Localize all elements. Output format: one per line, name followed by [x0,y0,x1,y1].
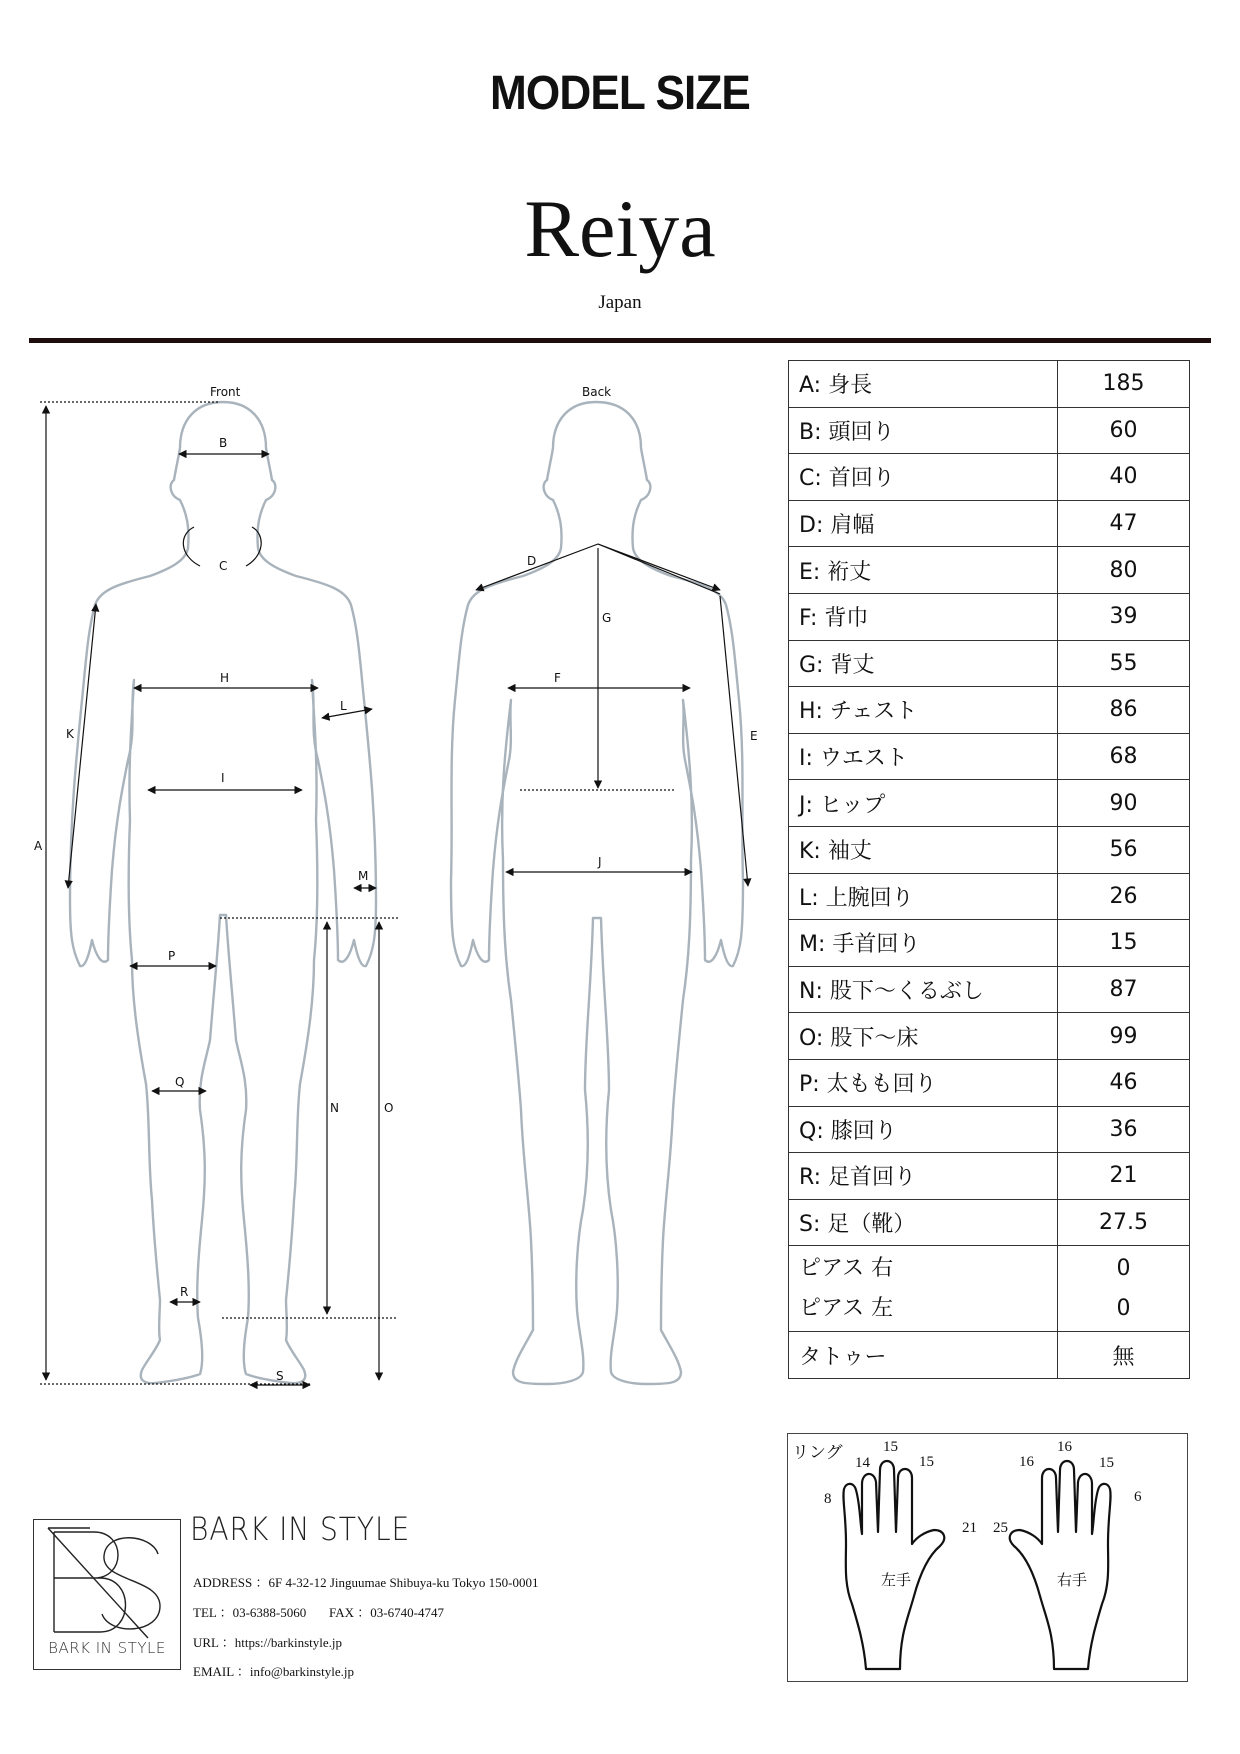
piercing-row [789,1246,1190,1332]
measure-value: 27.5 [1058,1199,1190,1246]
measure-label: C: 首回り [789,454,1058,501]
contact-fax: FAX ：03-6740-4747 [329,1605,444,1620]
measure-label: Q: 膝回り [789,1106,1058,1153]
table-row [789,1106,1190,1153]
measure-value: 46 [1058,1059,1190,1106]
letter-o: O [384,1101,394,1115]
letter-s: S [276,1369,284,1383]
letter-a: A [34,839,43,853]
measure-value: 86 [1058,687,1190,734]
back-body-outline [451,402,743,1384]
ring-left-thumb: 21 [962,1520,977,1536]
contact-address: ADDRESS ：6F 4-32-12 Jinguumae Shibuya-ku Tokyo 150-0001 [193,1575,539,1590]
table-row [789,966,1190,1013]
ring-left-index: 15 [919,1454,934,1470]
measure-value: 99 [1058,1013,1190,1060]
measure-e-line [598,544,720,594]
letter-e: E [750,729,758,743]
measure-label: S: 足（靴） [789,1199,1058,1246]
letter-q: Q [175,1075,185,1089]
ring-left-ring: 14 [855,1455,870,1471]
contact-tel: TEL ：03-6388-5060 [193,1605,307,1620]
ring-size-panel [787,1433,1188,1682]
letter-i: I [221,771,225,785]
table-row [789,640,1190,687]
logo-letter-s [102,1538,160,1629]
table-row [789,500,1190,547]
contact-url: URL ：https://barkinstyle.jp [193,1635,343,1650]
letter-r: R [180,1285,189,1299]
piercing-right-label: ピアス 右 [799,1255,894,1281]
measure-label: F: 背巾 [789,593,1058,640]
letter-f: F [554,671,561,685]
piercing-left-label: ピアス 左 [799,1295,894,1321]
measure-value: 15 [1058,920,1190,967]
measure-value: 80 [1058,547,1190,594]
table-row [789,1199,1190,1246]
table-row [789,826,1190,873]
letter-p: P [168,949,176,963]
right-hand-outline [1010,1461,1111,1669]
ring-left-little: 8 [824,1491,832,1507]
letter-m: M [358,869,369,883]
measure-label: M: 手首回り [789,920,1058,967]
letter-c: C [219,559,228,573]
piercing-left-value: 0 [1116,1295,1131,1321]
ring-label: リング [792,1443,843,1463]
table-row [789,873,1190,920]
letter-k: K [66,727,74,741]
brand-logo [33,1519,181,1670]
model-name: Reiya [524,183,716,274]
measure-label: H: チェスト [789,687,1058,734]
ring-right-index: 16 [1019,1454,1034,1470]
table-row [789,1153,1190,1200]
measure-value: 40 [1058,454,1190,501]
measure-label: B: 頭回り [789,407,1058,454]
measure-value: 87 [1058,966,1190,1013]
measure-label: R: 足首回り [789,1153,1058,1200]
measure-value: 55 [1058,640,1190,687]
logo-wordmark: BARK IN STYLE [48,1639,166,1657]
ring-right-middle: 16 [1057,1439,1072,1455]
logo-slash [48,1528,148,1638]
hands-illustration [788,1434,1187,1681]
left-hand-label: 左手 [881,1571,912,1589]
measure-value: 56 [1058,826,1190,873]
table-row [789,687,1190,734]
table-row [789,547,1190,594]
page-title: MODEL SIZE [490,67,750,120]
left-hand-outline [843,1461,944,1669]
tattoo-row [789,1332,1190,1379]
measure-label: E: 裄丈 [789,547,1058,594]
table-row [789,1013,1190,1060]
letter-g: G [602,611,612,625]
measure-value: 68 [1058,733,1190,780]
table-row [789,1059,1190,1106]
measure-label: D: 肩幅 [789,500,1058,547]
measure-value: 47 [1058,500,1190,547]
front-body-outline [70,402,376,1383]
table-row [789,733,1190,780]
measure-k-line [68,604,96,888]
measure-label: A: 身長 [789,361,1058,408]
table-row [789,454,1190,501]
measure-label: N: 股下〜くるぶし [789,966,1058,1013]
ring-left-middle: 15 [883,1439,898,1455]
front-figure [70,402,376,1383]
measure-label: L: 上腕回り [789,873,1058,920]
piercing-right-value: 0 [1116,1255,1131,1281]
letter-l: L [340,699,347,713]
measure-label: I: ウエスト [789,733,1058,780]
measure-label: P: 太もも回り [789,1059,1058,1106]
tattoo-value: 無 [1058,1332,1190,1379]
measure-d-line-left [476,544,598,590]
measure-e-sleeve [720,596,748,886]
measure-label: G: 背丈 [789,640,1058,687]
letter-d: D [527,554,537,568]
front-view-label: Front [210,385,241,399]
table-row [789,920,1190,967]
letter-n: N [330,1101,339,1115]
contact-email: EMAIL ：info@barkinstyle.jp [193,1664,354,1679]
table-row [789,593,1190,640]
measure-label: K: 袖丈 [789,826,1058,873]
brand-name: BARK IN STYLE [190,1510,411,1548]
measure-value: 21 [1058,1153,1190,1200]
ring-right-little: 6 [1134,1489,1142,1505]
right-hand-label: 右手 [1057,1571,1088,1589]
measure-label: O: 股下〜床 [789,1013,1058,1060]
measure-value: 39 [1058,593,1190,640]
ring-right-ring: 15 [1099,1455,1114,1471]
measure-value: 60 [1058,407,1190,454]
tattoo-label: タトゥー [789,1332,1058,1379]
back-figure [451,402,743,1384]
measure-label: J: ヒップ [789,780,1058,827]
measure-value: 36 [1058,1106,1190,1153]
letter-j: J [598,855,602,869]
ring-right-thumb: 25 [993,1520,1008,1536]
table-row [789,361,1190,408]
measure-value: 185 [1058,361,1190,408]
measurement-table [788,360,1190,1379]
back-view-label: Back [582,385,612,399]
letter-b: B [219,436,228,450]
model-country: Japan [598,292,642,313]
measure-value: 26 [1058,873,1190,920]
letter-h: H [220,671,230,685]
table-row [789,407,1190,454]
table-row [789,780,1190,827]
measure-value: 90 [1058,780,1190,827]
